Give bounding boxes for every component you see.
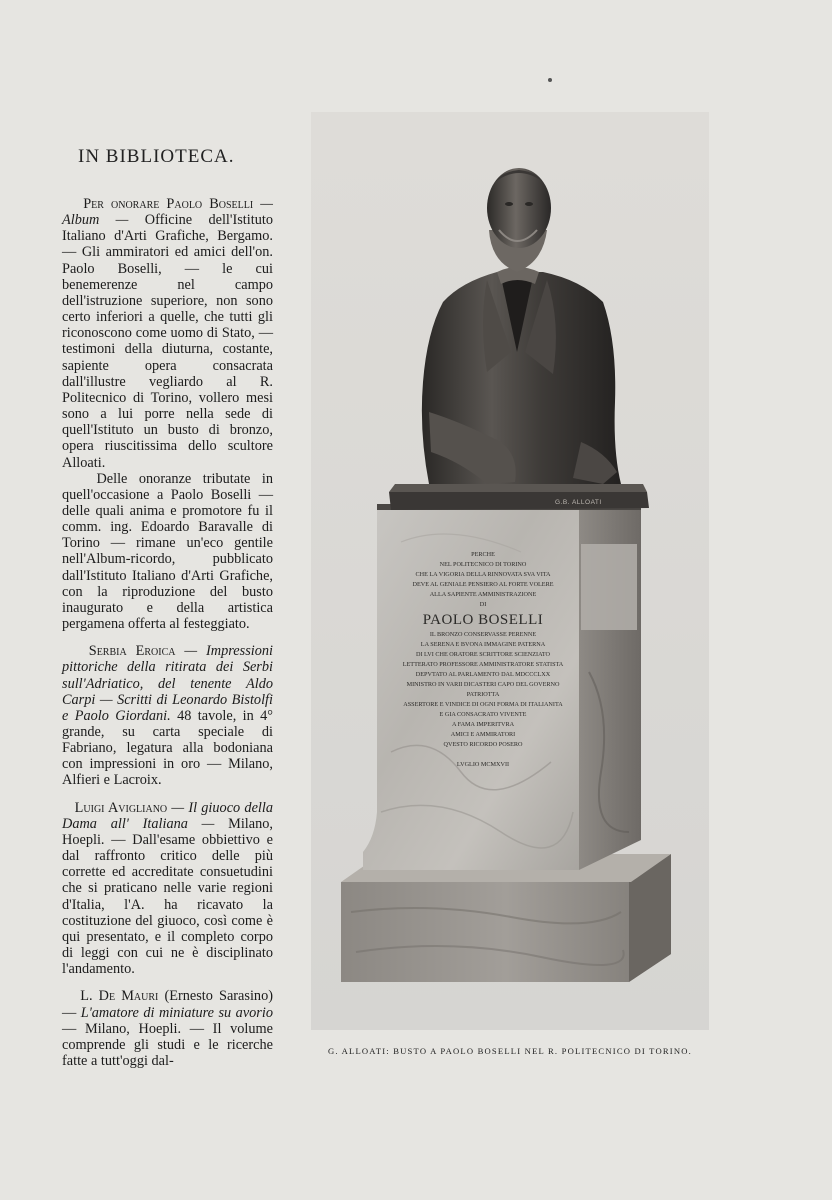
entry-1-paragraph-2 xyxy=(62,471,273,633)
inscription-line-3: CHE LA VIGORIA DELLA RINNOVATA SVA VITA xyxy=(415,571,551,578)
entry-2-body: 48 tavole, in 4° grande, su carta speciale di Fabriano, legatura alla bodoniana con impressioni in oro — Milano, Alfieri e Lacroix. xyxy=(62,707,273,789)
entry-3-title: — Il giuoco della Dama all' Italiana — xyxy=(62,799,274,832)
entry-1-title: — Album — xyxy=(62,196,273,229)
inscription-date: LVGLIO MCMXVII xyxy=(456,761,510,768)
inscription-line-15: ASSERTORE E VINDICE DI OGNI FORMA DI ITALIANITA xyxy=(403,701,563,708)
entry-1 xyxy=(62,196,273,471)
inscription-line-1: PERCHE xyxy=(471,551,495,558)
inscription-line-17: A FAMA IMPERITVRA xyxy=(451,721,515,728)
section-heading: IN BIBLIOTECA. xyxy=(78,146,235,167)
entry-3-body: Milano, Hoepli. — Dall'esame obbiettivo e dal raffronto critico delle più corrette ed accreditate consuetudini che si praticano nelle varie regioni d'Italia, l'A. ha ricavato la costituzione del giuoco, così come è qui presentato, e il completo corpo di leggi con cui ne è disciplinato l'andamento. xyxy=(62,815,273,978)
text-column xyxy=(62,196,273,1069)
entry-4-author: L. De Mauri xyxy=(80,988,159,1005)
inscription-name: PAOLO BOSELLI xyxy=(422,612,544,628)
inscription-line-2: NEL POLITECNICO DI TORINO xyxy=(439,561,527,568)
entry-4 xyxy=(62,988,273,1069)
inscription-line-18: AMICI E AMMIRATORI xyxy=(450,731,516,738)
entry-1-body-2: Delle onoranze tributate in quell'occasione a Paolo Boselli — delle quali anima e promotore fu il comm. ing. Edoardo Baravalle di Torino — rimane un'eco gentile nell'Album-ricordo, pubblicato dall'Istituto Italiano d'Arti Grafiche, con la riproduzione del busto inaugurato e della artistica pergamena offerta al festeggiato. xyxy=(62,470,273,633)
inscription-line-16: E GIA CONSACRATO VIVENTE xyxy=(439,711,527,718)
entry-3 xyxy=(62,800,273,978)
entry-2-author: Serbia Eroica xyxy=(88,643,176,660)
inscription-line-10: DI LVI CHE ORATORE SCRITTORE SCIENZIATO xyxy=(415,651,551,658)
inscription-line-9: LA SERENA E BVONA IMMAGINE PATERNA xyxy=(420,641,546,648)
entry-2 xyxy=(62,643,273,788)
inscription-line-6: DI xyxy=(479,601,487,608)
inscription-line-19: QVESTO RICORDO POSERO xyxy=(443,741,523,748)
entry-3-author: Luigi Avigliano xyxy=(74,799,168,816)
inscription-line-11: LETTERATO PROFESSORE AMMINISTRATORE STATISTA xyxy=(402,661,564,668)
entry-4-author-note: (Ernesto Sarasino) — xyxy=(62,988,273,1021)
inscription-line-12: DEPVTATO AL PARLAMENTO DAL MDCCCLXX xyxy=(415,671,551,678)
inscription-line-13: MINISTRO IN VARII DICASTERI CAPO DEL GOVERNO xyxy=(406,681,560,688)
entry-2-title: — Impressioni pittoriche della ritirata dei Serbi sull'Adriatico, del tenente Aldo Carpi — Scritti di Leonardo Bistolfi e Paolo Giordani. xyxy=(62,643,273,724)
figure-caption: G. ALLOATI: BUSTO A PAOLO BOSELLI NEL R. POLITECNICO DI TORINO. xyxy=(327,1046,693,1056)
entry-4-body: — Milano, Hoepli. — Il volume comprende gli studi e le ricerche fatte a tutt'oggi dal- xyxy=(62,1020,273,1069)
entry-1-body: Officine dell'Istituto Italiano d'Arti Grafiche, Bergamo. — Gli ammiratori ed amici dell'on. Paolo Boselli, — le cui benemerenze nel campo dell'istruzione superiore, non sono certo inferiori a quelle, che tutti gli riconoscono come uomo di Stato, — testimoni della diuturna, costante, sapiente opera consacrata dall'illustre vegliardo al R. Politecnico di Torino, vollero mesi sono a lui porre nella sede di quell'Istituto un busto di bronzo, opera riuscitissima dello scultore Alloati. xyxy=(62,212,273,471)
inscription-line-5: ALLA SAPIENTE AMMINISTRAZIONE xyxy=(429,591,537,598)
plinth-signature: G.B. ALLOATI xyxy=(555,499,602,506)
bust-photograph xyxy=(311,112,709,1030)
entry-4-title: L'amatore di miniature su avorio xyxy=(80,1004,273,1021)
inscription-line-14: PATRIOTTA xyxy=(466,691,500,698)
entry-1-author: Per onorare Paolo Boselli xyxy=(83,196,254,212)
inscription-line-8: IL BRONZO CONSERVASSE PERENNE xyxy=(429,631,537,638)
inscription-line-4: DEVE AL GENIALE PENSIERO AL FORTE VOLERE xyxy=(412,581,554,588)
bust-illustration xyxy=(311,112,709,1030)
print-speck xyxy=(548,78,552,82)
